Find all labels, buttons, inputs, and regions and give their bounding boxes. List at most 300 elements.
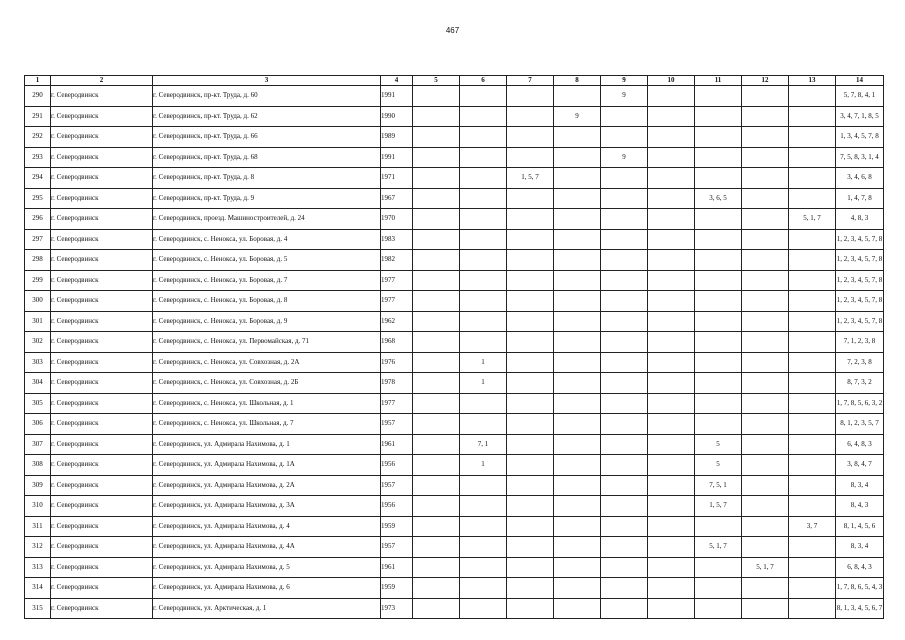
table-cell-col-6: 1 [460,373,507,394]
table-row [25,147,884,168]
table-cell-col-6 [460,414,507,435]
table-cell-col-1: 300 [25,291,51,312]
table-cell-col-10 [648,188,695,209]
table-cell-col-10 [648,270,695,291]
table-cell-col-5 [413,557,460,578]
column-header-5: 5 [413,76,460,86]
table-cell-col-10 [648,578,695,599]
table-cell-col-2: г. Северодвинск [51,270,153,291]
table-cell-col-12 [742,332,789,353]
table-cell-col-14: 1, 2, 3, 4, 5, 7, 8 [836,229,884,250]
table-cell-col-10 [648,373,695,394]
table-cell-col-6 [460,537,507,558]
table-cell-col-10 [648,147,695,168]
table-cell-col-2: г. Северодвинск [51,168,153,189]
table-cell-col-5 [413,578,460,599]
table-cell-col-8 [554,496,601,517]
table-cell-col-1: 299 [25,270,51,291]
table-cell-col-12 [742,516,789,537]
table-cell-col-9 [601,434,648,455]
table-row [25,106,884,127]
table-cell-col-8 [554,578,601,599]
table-cell-col-9 [601,250,648,271]
table-cell-col-14: 1, 3, 4, 5, 7, 8 [836,127,884,148]
table-cell-col-5 [413,147,460,168]
table-cell-col-8 [554,291,601,312]
table-row [25,168,884,189]
table-cell-col-11: 5 [695,434,742,455]
table-cell-col-5 [413,475,460,496]
table-cell-col-12 [742,291,789,312]
table-cell-col-11 [695,373,742,394]
table-cell-col-6 [460,250,507,271]
table-cell-col-11 [695,106,742,127]
table-cell-col-5 [413,352,460,373]
table-cell-col-10 [648,229,695,250]
table-cell-col-3: г. Северодвинск, с. Ненокса, ул. Совхозная, д. 2А [153,352,381,373]
column-header-14: 14 [836,76,884,86]
table-row [25,414,884,435]
table-row [25,291,884,312]
table-cell-col-5 [413,414,460,435]
table-cell-col-13 [789,578,836,599]
table-cell-col-14: 8, 1, 4, 5, 6 [836,516,884,537]
table-cell-col-2: г. Северодвинск [51,434,153,455]
table-cell-col-12: 5, 1, 7 [742,557,789,578]
table-cell-col-8 [554,332,601,353]
table-cell-col-7 [507,188,554,209]
table-cell-col-2: г. Северодвинск [51,291,153,312]
table-cell-col-7 [507,311,554,332]
table-row [25,188,884,209]
column-header-13: 13 [789,76,836,86]
table-cell-col-13 [789,106,836,127]
table-cell-col-14: 1, 7, 8, 6, 5, 4, 3 [836,578,884,599]
table-cell-col-7: 1, 5, 7 [507,168,554,189]
table-row [25,250,884,271]
table-cell-col-2: г. Северодвинск [51,127,153,148]
table-cell-col-3: г. Северодвинск, ул. Арктическая, д. 1 [153,598,381,619]
table-cell-col-14: 8, 1, 2, 3, 5, 7 [836,414,884,435]
table-cell-col-14: 7, 1, 2, 3, 8 [836,332,884,353]
table-cell-col-11 [695,270,742,291]
table-cell-col-10 [648,598,695,619]
table-row [25,209,884,230]
table-cell-col-1: 307 [25,434,51,455]
table-cell-col-4: 1983 [381,229,413,250]
table-cell-col-7 [507,127,554,148]
table-cell-col-8 [554,414,601,435]
table-cell-col-1: 304 [25,373,51,394]
table-cell-col-2: г. Северодвинск [51,250,153,271]
table-cell-col-14: 7, 2, 3, 8 [836,352,884,373]
table-cell-col-11 [695,598,742,619]
table-cell-col-6 [460,229,507,250]
table-cell-col-14: 6, 8, 4, 3 [836,557,884,578]
table-cell-col-2: г. Северодвинск [51,209,153,230]
table-cell-col-11: 1, 5, 7 [695,496,742,517]
table-cell-col-8 [554,393,601,414]
table-cell-col-12 [742,352,789,373]
table-cell-col-1: 310 [25,496,51,517]
table-cell-col-7 [507,291,554,312]
table-cell-col-14: 1, 7, 8, 5, 6, 3, 2 [836,393,884,414]
table-cell-col-12 [742,434,789,455]
registry-table [24,75,884,619]
table-cell-col-3: г. Северодвинск, пр-кт. Труда, д. 60 [153,86,381,107]
table-cell-col-10 [648,127,695,148]
table-cell-col-3: г. Северодвинск, пр-кт. Труда, д. 68 [153,147,381,168]
table-cell-col-11 [695,557,742,578]
table-cell-col-1: 293 [25,147,51,168]
table-cell-col-13 [789,496,836,517]
table-cell-col-5 [413,373,460,394]
table-cell-col-6 [460,496,507,517]
table-cell-col-1: 292 [25,127,51,148]
table-row [25,127,884,148]
table-cell-col-3: г. Северодвинск, пр-кт. Труда, д. 8 [153,168,381,189]
table-cell-col-13 [789,455,836,476]
table-cell-col-6: 1 [460,455,507,476]
table-cell-col-6 [460,557,507,578]
table-cell-col-14: 8, 7, 3, 2 [836,373,884,394]
table-cell-col-11 [695,393,742,414]
table-cell-col-5 [413,393,460,414]
column-header-7: 7 [507,76,554,86]
table-cell-col-6 [460,475,507,496]
table-cell-col-12 [742,537,789,558]
table-header [25,76,884,86]
table-cell-col-5 [413,598,460,619]
table-cell-col-9 [601,516,648,537]
table-body [25,86,884,619]
table-cell-col-4: 1971 [381,168,413,189]
table-cell-col-2: г. Северодвинск [51,352,153,373]
table-cell-col-1: 306 [25,414,51,435]
table-cell-col-7 [507,250,554,271]
table-cell-col-2: г. Северодвинск [51,496,153,517]
table-cell-col-11 [695,250,742,271]
table-cell-col-3: г. Северодвинск, ул. Адмирала Нахимова, д. 5 [153,557,381,578]
table-cell-col-1: 314 [25,578,51,599]
table-cell-col-9 [601,188,648,209]
table-cell-col-5 [413,229,460,250]
header-row [25,76,884,86]
table-cell-col-14: 7, 5, 8, 3, 1, 4 [836,147,884,168]
table-cell-col-1: 309 [25,475,51,496]
table-cell-col-8 [554,168,601,189]
table-cell-col-5 [413,86,460,107]
table-cell-col-7 [507,209,554,230]
table-cell-col-10 [648,516,695,537]
table-cell-col-4: 1978 [381,373,413,394]
table-cell-col-9 [601,291,648,312]
table-cell-col-7 [507,475,554,496]
table-cell-col-8 [554,516,601,537]
table-cell-col-5 [413,496,460,517]
table-cell-col-11 [695,352,742,373]
table-cell-col-13 [789,188,836,209]
table-cell-col-4: 1959 [381,516,413,537]
table-row [25,393,884,414]
table-cell-col-12 [742,106,789,127]
table-cell-col-2: г. Северодвинск [51,229,153,250]
table-cell-col-4: 1970 [381,209,413,230]
table-cell-col-8 [554,557,601,578]
table-cell-col-13: 3, 7 [789,516,836,537]
table-cell-col-2: г. Северодвинск [51,332,153,353]
table-cell-col-6 [460,106,507,127]
table-cell-col-13 [789,270,836,291]
table-cell-col-6: 7, 1 [460,434,507,455]
table-cell-col-9 [601,373,648,394]
table-cell-col-10 [648,455,695,476]
table-cell-col-2: г. Северодвинск [51,106,153,127]
table-cell-col-1: 298 [25,250,51,271]
table-cell-col-10 [648,86,695,107]
table-cell-col-7 [507,270,554,291]
table-cell-col-3: г. Северодвинск, ул. Адмирала Нахимова, д. 1А [153,455,381,476]
table-cell-col-8 [554,188,601,209]
table-cell-col-9 [601,127,648,148]
table-cell-col-9: 9 [601,86,648,107]
table-cell-col-6 [460,270,507,291]
table-cell-col-12 [742,127,789,148]
table-row [25,578,884,599]
table-cell-col-6: 1 [460,352,507,373]
table-cell-col-13 [789,557,836,578]
table-cell-col-7 [507,332,554,353]
table-cell-col-12 [742,147,789,168]
table-cell-col-4: 1977 [381,270,413,291]
table-cell-col-4: 1973 [381,598,413,619]
table-cell-col-2: г. Северодвинск [51,311,153,332]
table-cell-col-6 [460,147,507,168]
table-cell-col-11 [695,209,742,230]
table-cell-col-13 [789,229,836,250]
table-cell-col-7 [507,516,554,537]
table-cell-col-9 [601,209,648,230]
table-cell-col-3: г. Северодвинск, с. Ненокса, ул. Боровая, д. 7 [153,270,381,291]
table-cell-col-10 [648,414,695,435]
table-cell-col-11 [695,414,742,435]
table-cell-col-5 [413,127,460,148]
column-header-8: 8 [554,76,601,86]
table-cell-col-2: г. Северодвинск [51,455,153,476]
table-cell-col-1: 294 [25,168,51,189]
table-cell-col-9 [601,168,648,189]
table-cell-col-7 [507,106,554,127]
table-cell-col-5 [413,209,460,230]
table-cell-col-4: 1991 [381,86,413,107]
table-cell-col-4: 1956 [381,496,413,517]
table-cell-col-14: 8, 1, 3, 4, 5, 6, 7 [836,598,884,619]
column-header-11: 11 [695,76,742,86]
table-cell-col-3: г. Северодвинск, с. Ненокса, ул. Первомайская, д. 71 [153,332,381,353]
table-cell-col-6 [460,578,507,599]
table-cell-col-12 [742,229,789,250]
table-cell-col-7 [507,393,554,414]
table-cell-col-12 [742,168,789,189]
table-cell-col-8: 9 [554,106,601,127]
table-cell-col-7 [507,229,554,250]
table-cell-col-12 [742,496,789,517]
table-cell-col-1: 290 [25,86,51,107]
table-cell-col-4: 1989 [381,127,413,148]
table-cell-col-1: 301 [25,311,51,332]
table-cell-col-9 [601,496,648,517]
table-cell-col-1: 302 [25,332,51,353]
table-cell-col-13 [789,434,836,455]
table-cell-col-2: г. Северодвинск [51,557,153,578]
table-cell-col-3: г. Северодвинск, пр-кт. Труда, д. 9 [153,188,381,209]
table-cell-col-9 [601,311,648,332]
table-cell-col-3: г. Северодвинск, ул. Адмирала Нахимова, д. 6 [153,578,381,599]
table-cell-col-2: г. Северодвинск [51,578,153,599]
table-cell-col-6 [460,291,507,312]
table-cell-col-12 [742,414,789,435]
table-cell-col-8 [554,311,601,332]
table-cell-col-8 [554,270,601,291]
table-cell-col-4: 1957 [381,414,413,435]
column-header-12: 12 [742,76,789,86]
table-cell-col-11 [695,168,742,189]
table-cell-col-3: г. Северодвинск, ул. Адмирала Нахимова, д. 4 [153,516,381,537]
table-cell-col-3: г. Северодвинск, ул. Адмирала Нахимова, д. 1 [153,434,381,455]
table-cell-col-4: 1967 [381,188,413,209]
table-cell-col-6 [460,127,507,148]
table-cell-col-3: г. Северодвинск, пр-кт. Труда, д. 66 [153,127,381,148]
table-cell-col-9 [601,598,648,619]
table-cell-col-8 [554,86,601,107]
table-cell-col-5 [413,188,460,209]
table-cell-col-1: 295 [25,188,51,209]
table-cell-col-1: 308 [25,455,51,476]
table-cell-col-3: г. Северодвинск, проезд. Машиностроителей, д. 24 [153,209,381,230]
table-cell-col-10 [648,168,695,189]
table-cell-col-13 [789,352,836,373]
table-cell-col-12 [742,209,789,230]
table-cell-col-10 [648,332,695,353]
table-cell-col-11 [695,147,742,168]
table-cell-col-8 [554,455,601,476]
table-cell-col-13 [789,127,836,148]
table-cell-col-7 [507,86,554,107]
table-cell-col-11: 5 [695,455,742,476]
table-cell-col-12 [742,188,789,209]
table-cell-col-9: 9 [601,147,648,168]
table-cell-col-6 [460,332,507,353]
table-cell-col-7 [507,578,554,599]
column-header-4: 4 [381,76,413,86]
table-cell-col-11 [695,516,742,537]
table-cell-col-2: г. Северодвинск [51,373,153,394]
table-cell-col-7 [507,496,554,517]
table-cell-col-5 [413,332,460,353]
table-cell-col-14: 1, 2, 3, 4, 5, 7, 8 [836,250,884,271]
table-cell-col-1: 315 [25,598,51,619]
table-cell-col-5 [413,455,460,476]
table-cell-col-5 [413,434,460,455]
table-cell-col-12 [742,311,789,332]
table-cell-col-10 [648,557,695,578]
table-cell-col-14: 3, 8, 4, 7 [836,455,884,476]
table-cell-col-13 [789,168,836,189]
table-cell-col-1: 312 [25,537,51,558]
table-cell-col-4: 1977 [381,393,413,414]
table-cell-col-13 [789,332,836,353]
table-cell-col-7 [507,598,554,619]
table-cell-col-5 [413,537,460,558]
table-cell-col-14: 6, 4, 8, 3 [836,434,884,455]
table-cell-col-14: 8, 3, 4 [836,475,884,496]
table-cell-col-7 [507,352,554,373]
table-cell-col-13 [789,86,836,107]
table-cell-col-11 [695,578,742,599]
table-cell-col-9 [601,557,648,578]
table-row [25,352,884,373]
table-cell-col-14: 8, 3, 4 [836,537,884,558]
table-cell-col-1: 311 [25,516,51,537]
table-cell-col-1: 297 [25,229,51,250]
table-cell-col-5 [413,106,460,127]
table-cell-col-5 [413,168,460,189]
table-row [25,496,884,517]
table-row [25,270,884,291]
table-cell-col-14: 5, 7, 8, 4, 1 [836,86,884,107]
table-cell-col-2: г. Северодвинск [51,393,153,414]
table-cell-col-6 [460,311,507,332]
table-cell-col-11: 5, 1, 7 [695,537,742,558]
table-cell-col-7 [507,147,554,168]
table-row [25,516,884,537]
table-cell-col-9 [601,332,648,353]
table-cell-col-3: г. Северодвинск, с. Ненокса, ул. Школьная, д. 1 [153,393,381,414]
table-cell-col-11 [695,86,742,107]
table-cell-col-6 [460,188,507,209]
table-cell-col-1: 296 [25,209,51,230]
table-cell-col-4: 1962 [381,311,413,332]
table-cell-col-9 [601,270,648,291]
table-cell-col-14: 1, 2, 3, 4, 5, 7, 8 [836,270,884,291]
column-header-2: 2 [51,76,153,86]
table-cell-col-8 [554,147,601,168]
table-cell-col-11 [695,229,742,250]
table-row [25,455,884,476]
table-cell-col-13 [789,250,836,271]
table-cell-col-9 [601,106,648,127]
table-cell-col-14: 1, 2, 3, 4, 5, 7, 8 [836,291,884,312]
table-cell-col-3: г. Северодвинск, с. Ненокса, ул. Боровая, д. 9 [153,311,381,332]
table-cell-col-5 [413,250,460,271]
table-row [25,86,884,107]
table-cell-col-3: г. Северодвинск, с. Ненокса, ул. Боровая, д. 5 [153,250,381,271]
table-cell-col-13 [789,291,836,312]
table-cell-col-1: 291 [25,106,51,127]
table-cell-col-4: 1982 [381,250,413,271]
table-cell-col-13 [789,311,836,332]
table-row [25,311,884,332]
table-cell-col-12 [742,598,789,619]
table-cell-col-10 [648,537,695,558]
table-cell-col-12 [742,86,789,107]
table-cell-col-14: 3, 4, 7, 1, 8, 5 [836,106,884,127]
table-cell-col-8 [554,373,601,394]
table-cell-col-10 [648,250,695,271]
table-cell-col-8 [554,250,601,271]
table-cell-col-10 [648,393,695,414]
table-cell-col-7 [507,434,554,455]
